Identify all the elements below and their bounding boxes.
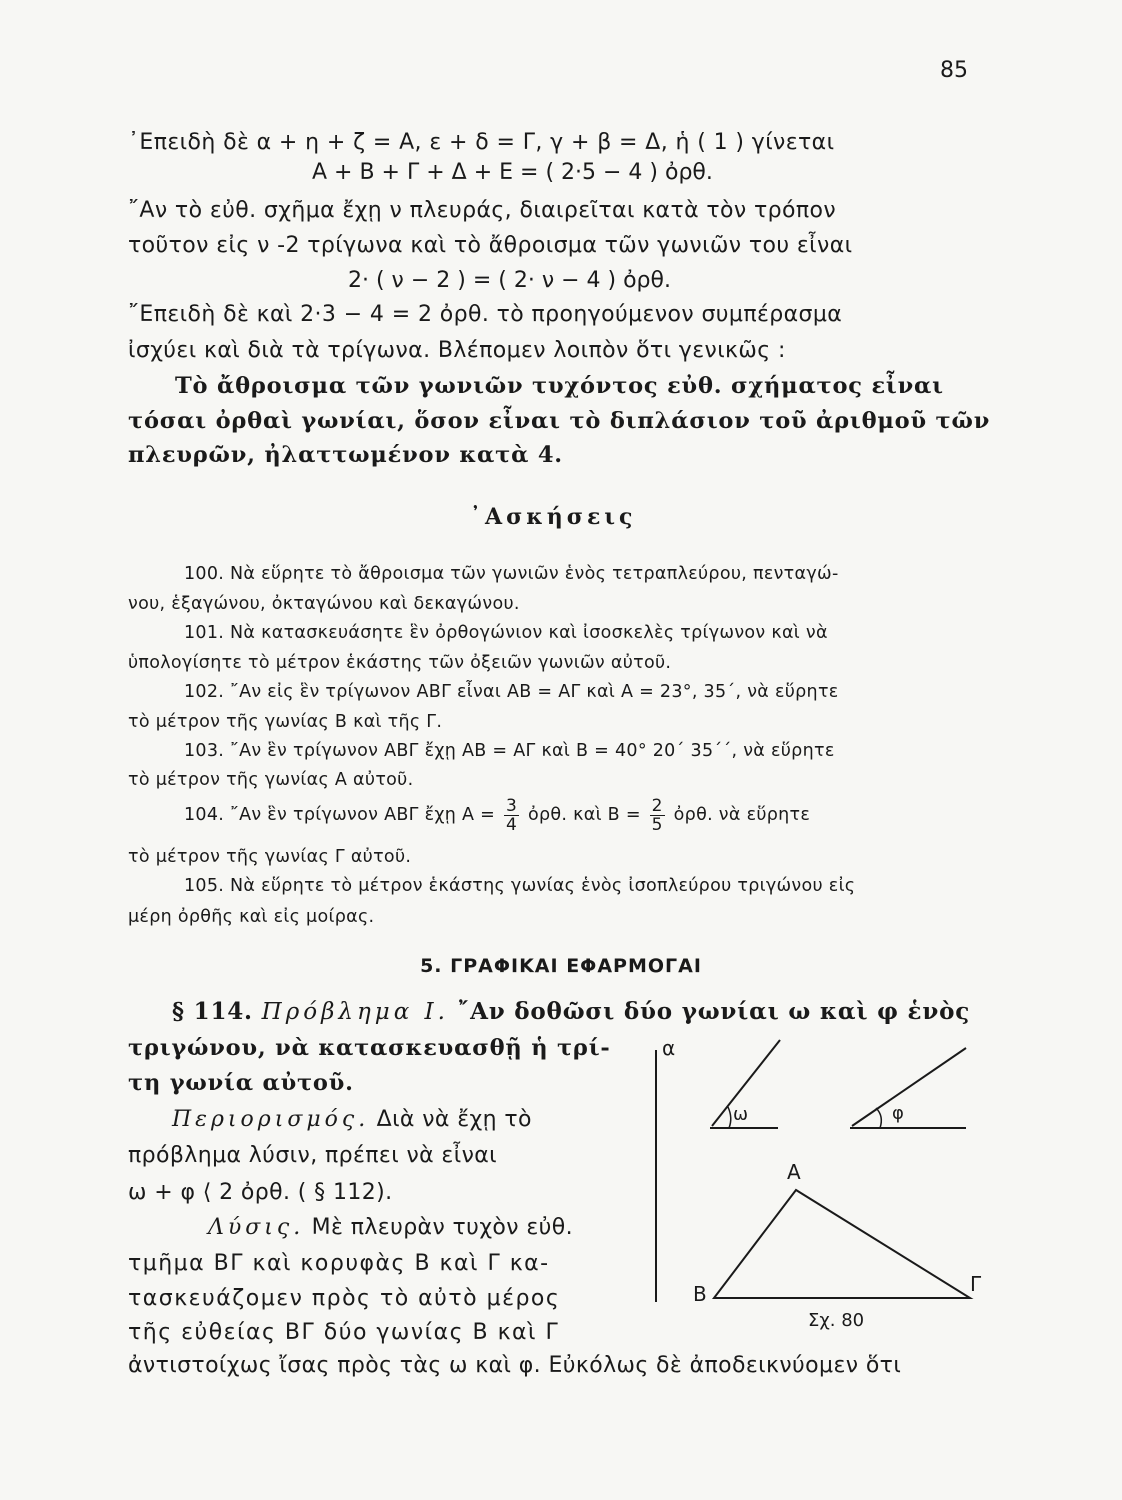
text-line-4: τοῦτον εἰς ν -2 τρίγωνα καὶ τὸ ἄθροισμα τῶν γωνιῶν του εἶναι <box>128 233 853 258</box>
page-number: 85 <box>940 58 968 83</box>
exercise-100-line-2: νου, ἑξαγώνου, ὀκταγώνου καὶ δεκαγώνου. <box>128 594 520 614</box>
section-heading: 5. ΓΡΑΦΙΚΑΙ ΕΦΑΡΜΟΓΑΙ <box>420 955 702 977</box>
problem-label: Πρόβλημα Ι. <box>261 999 449 1025</box>
solution-text: Μὲ πλευρὰν τυχὸν εὐθ. <box>311 1215 574 1240</box>
section-number: § 114. <box>172 998 253 1025</box>
exercise-104-text-c: ὀρθ. νὰ εὕρητε <box>673 805 811 825</box>
restriction-line-2: πρόβλημα λύσιν, πρέπει νὰ εἶναι <box>128 1143 498 1168</box>
theorem-line-2: τόσαι ὀρθαὶ γωνίαι, ὅσον εἶναι τὸ διπλάσιον τοῦ ἀριθμοῦ τῶν <box>128 408 991 434</box>
restriction-line-3: ω + φ ⟨ 2 ὀρθ. ( § 112). <box>128 1180 393 1205</box>
exercise-102-line-2: τὸ μέτρον τῆς γωνίας Β καὶ τῆς Γ. <box>128 712 443 732</box>
theorem-line-3: πλευρῶν, ἠλαττωμένον κατὰ 4. <box>128 442 563 468</box>
problem-line-3: τη γωνία αὐτοῦ. <box>128 1070 354 1096</box>
label-vertex-a: Α <box>787 1160 801 1184</box>
restriction-text: Διὰ νὰ ἔχῃ τὸ <box>376 1107 532 1132</box>
exercise-101-line-1: 101. Νὰ κατασκευάσητε ἓν ὀρθογώνιον καὶ ἰσοσκελὲς τρίγωνον καὶ νὰ <box>184 623 828 643</box>
exercise-102-line-1: 102. ῎Αν εἰς ἓν τρίγωνον ΑΒΓ εἶναι ΑΒ = ΑΓ καὶ Α = 23°, 35΄, νὰ εὕρητε <box>184 682 839 702</box>
fraction-numerator: 2 <box>651 795 663 816</box>
solution-line-2: τμῆμα ΒΓ καὶ κορυφὰς Β καὶ Γ κα- <box>128 1251 550 1276</box>
label-vertex-g: Γ <box>970 1272 982 1296</box>
exercise-104-text-b: ὀρθ. καὶ Β = <box>527 805 641 825</box>
exercise-105-line-2: μέρη ὀρθῆς καὶ εἰς μοίρας. <box>128 907 375 927</box>
label-phi: φ <box>892 1103 904 1124</box>
text-line-6: ῎Επειδὴ δὲ καὶ 2·3 − 4 = 2 ὀρθ. τὸ προηγούμενον συμπέρασμα <box>128 302 843 327</box>
angle-omega-arc <box>728 1107 731 1128</box>
exercise-104-line-2: τὸ μέτρον τῆς γωνίας Γ αὐτοῦ. <box>128 847 412 867</box>
solution-line-3: τασκευάζομεν πρὸς τὸ αὐτὸ μέρος <box>128 1286 561 1311</box>
figure-caption: Σχ. 80 <box>808 1310 865 1331</box>
exercise-105-line-1: 105. Νὰ εὕρητε τὸ μέτρον ἑκάστης γωνίας ἑνὸς ἰσοπλεύρου τριγώνου εἰς <box>184 876 856 896</box>
text-line-3: ῎Αν τὸ εὐθ. σχῆμα ἔχῃ ν πλευράς, διαιρεῖται κατὰ τὸν τρόπον <box>128 198 837 223</box>
exercise-104-text-a: 104. ῎Αν ἓν τρίγωνον ΑΒΓ ἔχῃ Α = <box>184 805 496 825</box>
exercise-103-line-1: 103. ῎Αν ἓν τρίγωνον ΑΒΓ ἔχῃ ΑΒ = ΑΓ καὶ Β = 40° 20΄ 35΄΄, νὰ εὕρητε <box>184 741 835 761</box>
fraction-denominator: 5 <box>651 814 663 835</box>
equation-polygon: 2· ( ν − 2 ) = ( 2· ν − 4 ) ὀρθ. <box>348 268 671 293</box>
text-line-7: ἰσχύει καὶ διὰ τὰ τρίγωνα. Βλέπομεν λοιπὸν ὅτι γενικῶς : <box>128 338 786 363</box>
solution-line-5: ἀντιστοίχως ἴσας πρὸς τὰς ω καὶ φ. Εὐκόλως δὲ ἀποδεικνύομεν ὅτι <box>128 1353 902 1378</box>
triangle-abg <box>714 1190 970 1298</box>
fraction-denominator: 4 <box>505 814 518 835</box>
exercise-103-line-2: τὸ μέτρον τῆς γωνίας Α αὐτοῦ. <box>128 770 414 790</box>
fraction-numerator: 3 <box>505 795 518 816</box>
theorem-line-1: Τὸ ἄθροισμα τῶν γωνιῶν τυχόντος εὐθ. σχήματος εἶναι <box>175 373 944 399</box>
equation-sum-angles: Α + Β + Γ + Δ + Ε = ( 2·5 − 4 ) ὀρθ. <box>312 160 713 185</box>
label-omega: ω <box>733 1104 749 1125</box>
label-vertex-b: Β <box>693 1282 707 1306</box>
restriction-label: Περιορισμός. <box>172 1107 370 1132</box>
solution-label: Λύσις. <box>208 1215 305 1240</box>
problem-statement-start: ῎Αν δοθῶσι δύο γωνίαι ω καὶ φ ἑνὸς <box>457 998 971 1025</box>
exercises-heading: ᾿Ασκήσεις <box>470 504 637 530</box>
label-alpha: α <box>662 1036 676 1060</box>
exercise-101-line-2: ὑπολογίσητε τὸ μέτρον ἑκάστης τῶν ὀξειῶν γωνιῶν αὐτοῦ. <box>128 653 672 673</box>
problem-line-2: τριγώνου, νὰ κατασκευασθῇ ἡ τρί- <box>128 1035 611 1061</box>
exercise-100-line-1: 100. Νὰ εὕρητε τὸ ἄθροισμα τῶν γωνιῶν ἑνὸς τετραπλεύρου, πενταγώ- <box>184 564 839 584</box>
solution-line-4: τῆς εὐθείας ΒΓ δύο γωνίας Β καὶ Γ <box>128 1320 560 1345</box>
text-line-1: ᾿Επειδὴ δὲ α + η + ζ = Α, ε + δ = Γ, γ + β = Δ, ἡ ( 1 ) γίνεται <box>128 130 835 155</box>
angle-phi-arc <box>876 1108 881 1128</box>
angle-phi-arm <box>852 1048 966 1126</box>
